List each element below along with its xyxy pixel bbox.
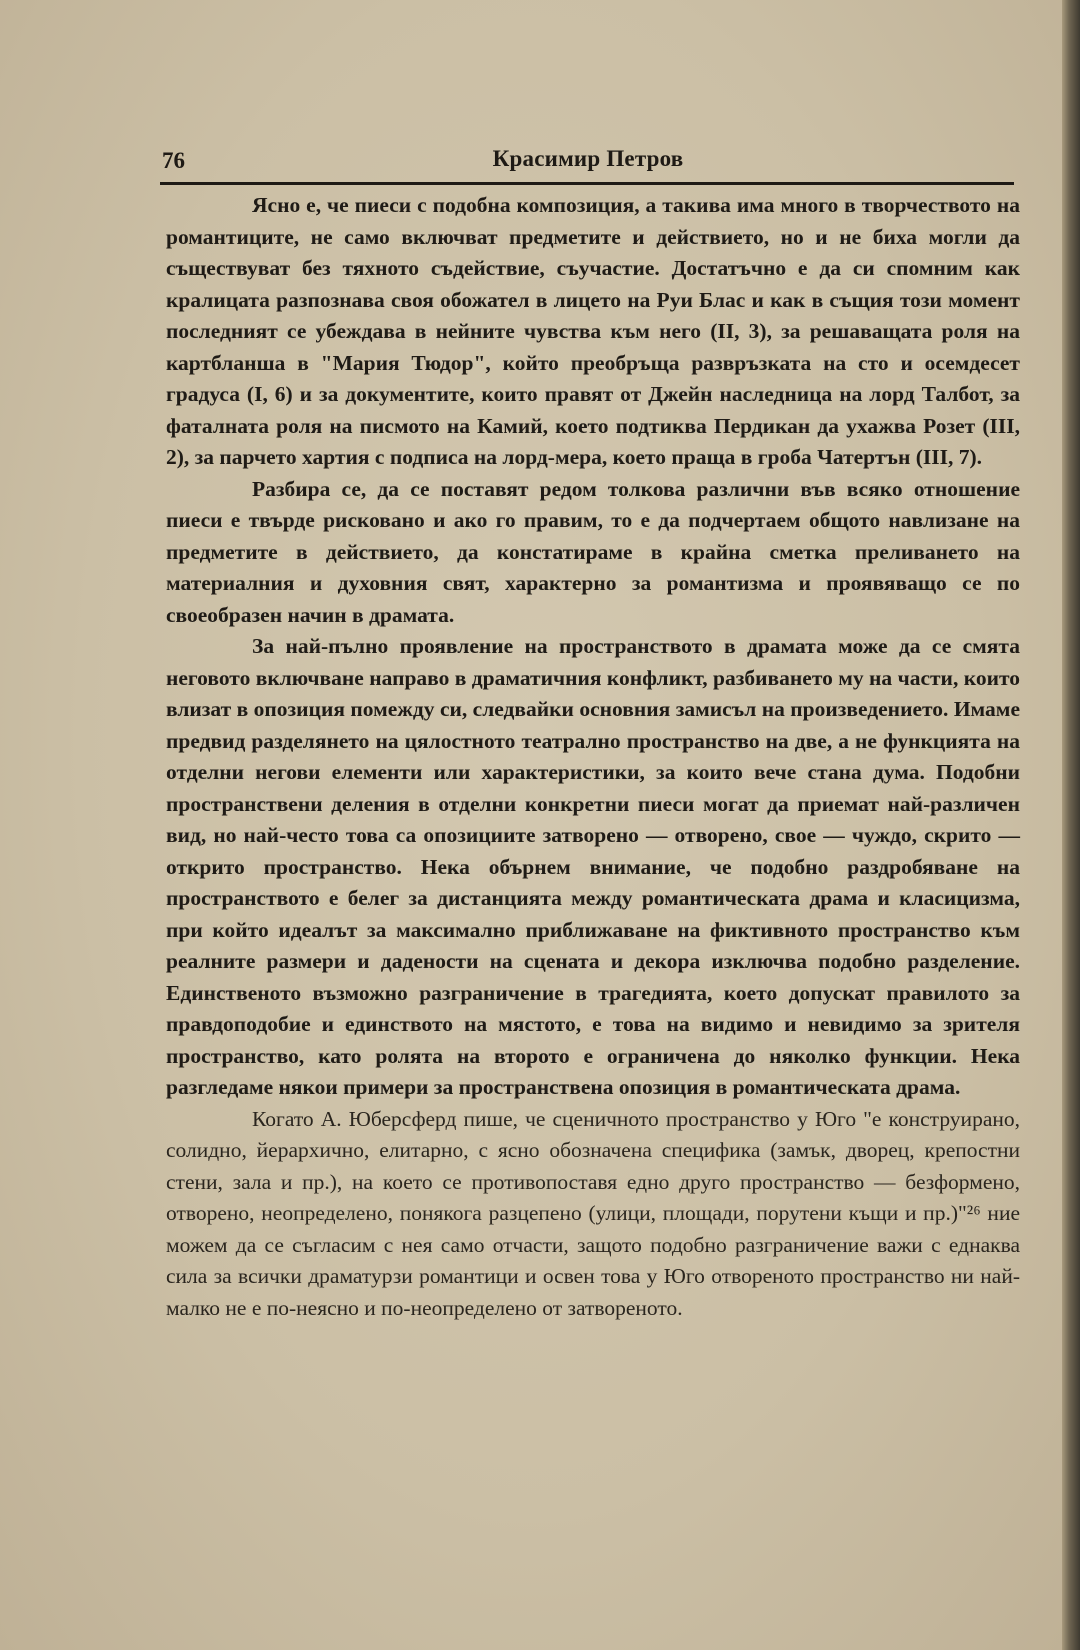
page-edge-shadow (1062, 0, 1080, 1650)
page-number: 76 (162, 148, 185, 173)
body-text (166, 190, 1020, 1324)
paragraph: Когато А. Юберсферд пише, че сценичното пространство у Юго "е конструирано, солидно, йерархично, елитарно, с ясно обозначена специфика (замък, дворец, крепостни стени, зала и пр.), на което се противопоставя едно друго пространство — безформено, отворено, неопределено, понякога разцепено (улици, площади, порутени къщи и пр.)"²⁶ ние можем да се съгласим с нея само отчасти, защото подобно разграничение важи с еднаква сила за всички драматурзи романтици и освен това у Юго отвореното пространство ни най-малко не е по-неясно и по-неопределено от затвореното. (166, 1106, 1020, 1320)
paragraph: За най-пълно проявление на пространството в драмата може да се смята неговото включване направо в драматичния конфликт, разбиването му на части, които влизат в опозиция помежду си, следвайки основния замисъл на произведението. Имаме предвид разделянето на цялостното театрално пространство на две, а не функцията на отделни негови елементи или характеристики, за които вече стана дума. Подобни пространствени деления в отделни конкретни пиеси могат да приемат най-различен вид, но най-често това са опозициите затворено — отворено, свое — чуждо, скрито — открито пространство. Нека обърнем внимание, че подобно раздробяване на пространството е белег за дистанцията между романтическата драма и класицизма, при който идеалът за максимално приближаване на фиктивното пространство към реалните размери и дадености на сцената и декора изключва подобно разделение. Единственото възможно разграничение в трагедията, което допускат правилото за правдоподобие и единството на мястото, е това на видимо и невидимо за зрителя пространство, като ролята на второто е ограничена до няколко функции. Нека разгледаме някои примери за пространствена опозиция в романтическата драма. (166, 634, 1020, 1099)
running-head-author: Красимир Петров (492, 146, 684, 171)
paragraph: Разбира се, да се поставят редом толкова различни във всяко отношение пиеси е твърде рисковано и ако го правим, то е да подчертаем общото навлизане на предметите в действието, да констатираме в крайна сметка преливането на материалния и духовния свят, характерно за романтизма и проявяващо се по своеобразен начин в драмата. (166, 476, 1020, 627)
page-header (162, 144, 1014, 178)
paragraph: Ясно е, че пиеси с подобна композиция, а такива има много в творчеството на романтиците, не само включват предметите и действието, но и не биха могли да съществуват без тяхното съдействие, съучастие. Достатъчно е да си спомним как кралицата разпознава своя обожател в лицето на Руи Блас и как в същия този момент последният се убеждава в нейните чувства към него (II, 3), за решаващата роля на картбланша в "Мария Тюдор", който преобръща развръзката на сто и осемдесет градуса (I, 6) и за документите, които правят от Джейн наследница на лорд Талбот, за фаталната роля на писмото на Камий, което подтиква Пердикан да ухажва Розет (III, 2), за парчето хартия с подписа на лорд-мера, което праща в гроба Чатертън (III, 7). (166, 193, 1020, 469)
header-rule (160, 182, 1014, 185)
